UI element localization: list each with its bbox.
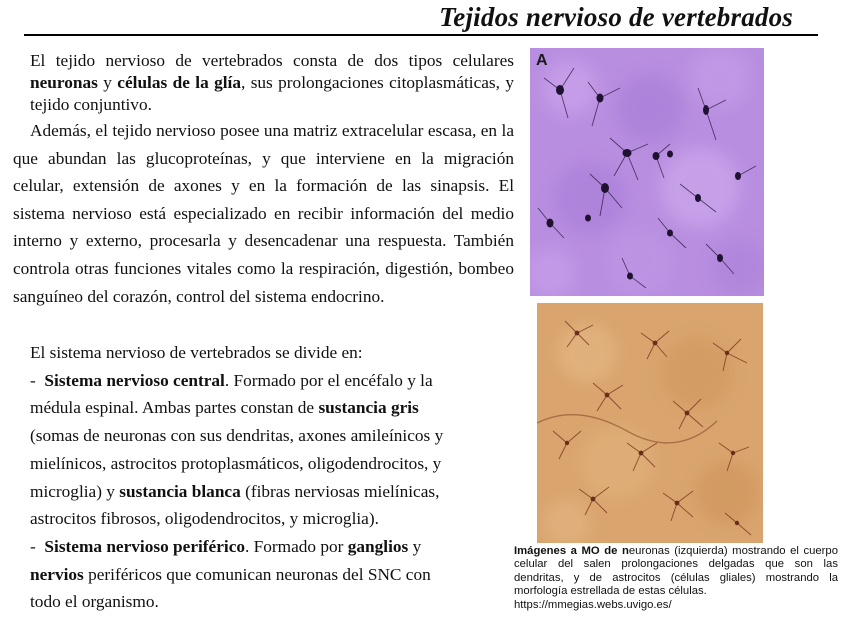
term-nervios: nervios bbox=[30, 564, 84, 584]
caption-bold: Imágenes a MO de n bbox=[514, 545, 629, 557]
term-ganglios: ganglios bbox=[347, 536, 409, 556]
snc-line-4: mielínicos, astrocitos protoplasmáticos, oligodendrocitos, y bbox=[30, 453, 442, 473]
term-neuronas: neuronas bbox=[30, 73, 98, 92]
division-intro: El sistema nervioso de vertebrados se divide en: bbox=[30, 343, 363, 362]
snp-line-3: todo el organismo. bbox=[30, 592, 159, 612]
term-sustancia-blanca: sustancia blanca bbox=[119, 481, 241, 501]
term-glia: células de la glía bbox=[117, 73, 241, 92]
title-underline bbox=[24, 34, 818, 36]
division-section bbox=[30, 339, 500, 616]
panel-label: A bbox=[536, 52, 548, 69]
astrocyte-micrograph bbox=[537, 303, 763, 543]
intro-paragraph: El tejido nervioso de vertebrados consta de dos tipos celulares neuronas y células de la glía, sus prolongaciones citoplasmáticas, y tejido conjuntivo. bbox=[30, 51, 515, 114]
snc-line-3: (somas de neuronas con sus dendritas, axones amileínicos y bbox=[30, 426, 444, 446]
snc-line-1: - Sistema nervioso central. Formado por el encéfalo y la bbox=[30, 370, 433, 390]
neuron-micrograph bbox=[530, 48, 764, 296]
caption-text: euronas (izquierda) mostrando el cuerpo celular del salen prolongaciones delgadas que son las dendritas, y de astrocitos (células gliales) mostrando la morfología estrellada de estas células. bbox=[514, 545, 838, 598]
snp-title: Sistema nervioso periférico bbox=[44, 536, 246, 556]
snp-line-2: nervios periféricos que comunican neuronas del SNC con bbox=[30, 564, 431, 584]
snc-title: Sistema nervioso central bbox=[44, 370, 225, 390]
snc-line-6: astrocitos fibrosos, oligodendrocitos, y microglia). bbox=[30, 509, 379, 529]
source-url: https://mmegias.webs.uvigo.es/ bbox=[514, 598, 672, 611]
page-title: Tejidos nervioso de vertebrados bbox=[439, 2, 793, 32]
astrocyte-micrograph-svg bbox=[537, 303, 763, 543]
matrix-paragraph: Además, el tejido nervioso posee una matriz extracelular escasa, en la que abundan las glucoproteínas, y que interviene en la migración celular, extensión de axones y en la formación de las sinapsis. El sistema nervioso está especializado en recibir información del medio interno y externo, procesarla y desencadenar una respuesta. También controla otras funciones vitales como la respiración, digestión, bombeo sanguíneo del corazón, control del sistema endocrino. bbox=[13, 121, 514, 306]
figure-caption bbox=[514, 545, 838, 612]
snc-line-5: microglia) y sustancia blanca (fibras nerviosas mielínicas, bbox=[30, 481, 440, 501]
snc-line-2: médula espinal. Ambas partes constan de sustancia gris bbox=[30, 398, 419, 418]
snp-line-1: - Sistema nervioso periférico. Formado por ganglios y bbox=[30, 536, 422, 556]
term-sustancia-gris: sustancia gris bbox=[318, 398, 419, 418]
neuron-micrograph-svg bbox=[530, 48, 764, 296]
